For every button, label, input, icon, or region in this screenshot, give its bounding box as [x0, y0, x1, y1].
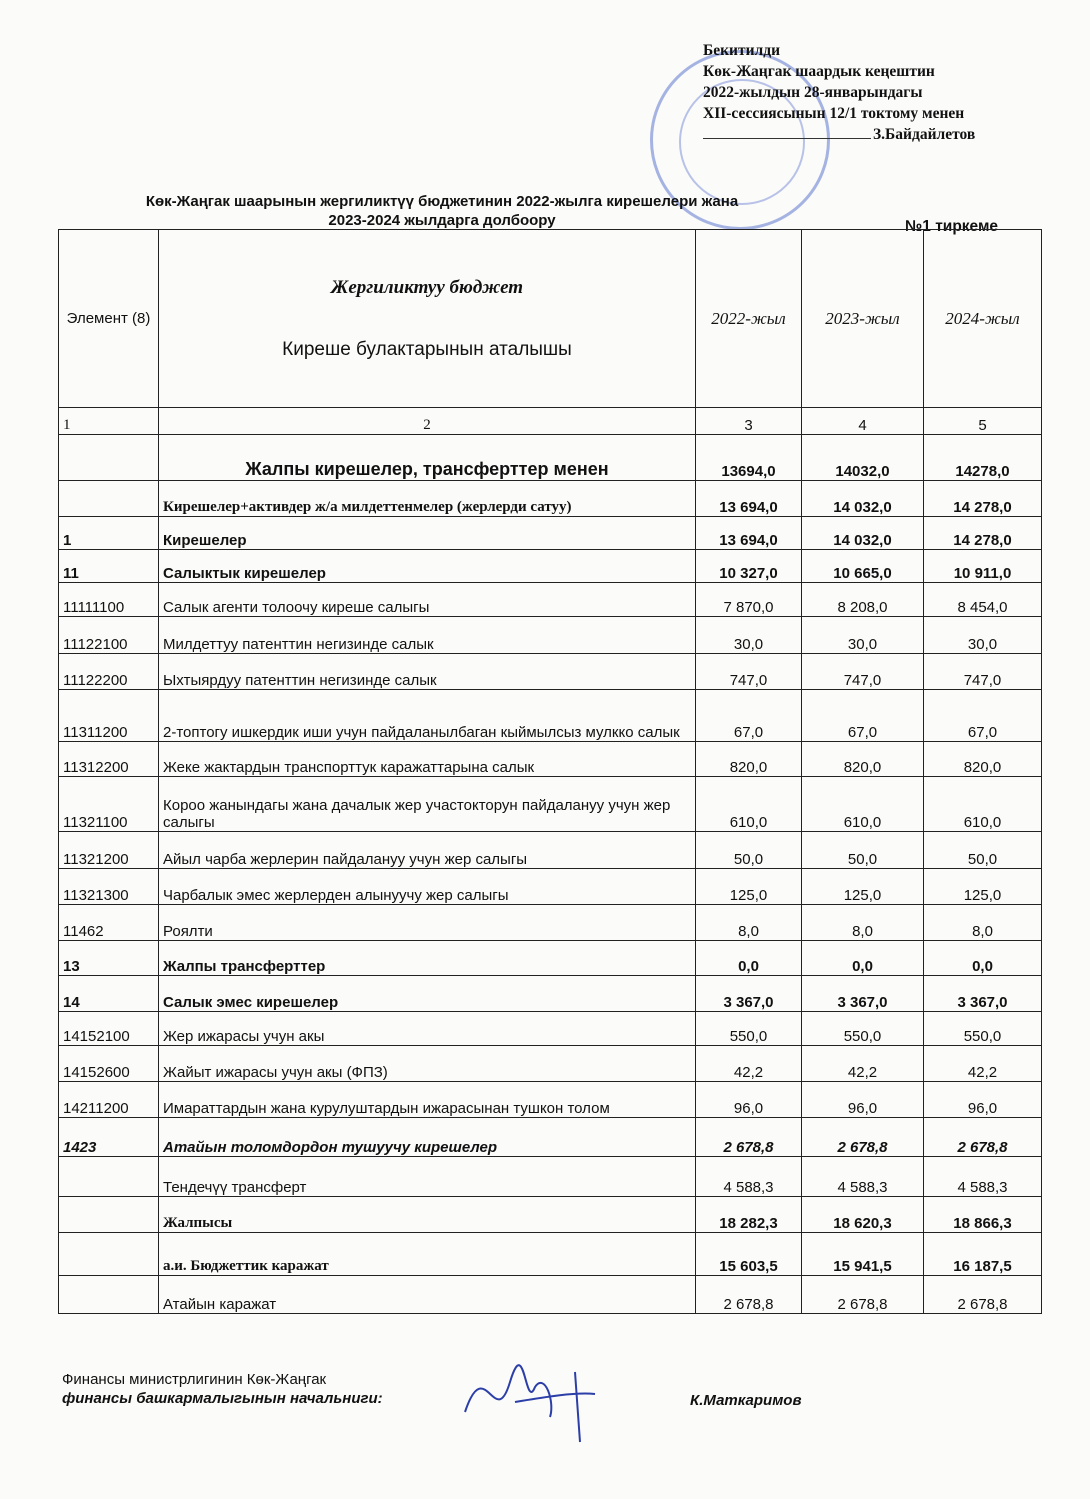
- table-row: [59, 690, 1042, 742]
- colnum-3: 3: [696, 408, 802, 435]
- row-value-2024: 14 278,0: [924, 481, 1042, 517]
- row-value-2023: 14032,0: [802, 435, 924, 481]
- row-code: 14: [59, 976, 159, 1012]
- footer-line-2: финансы башкармалыгынын начальниги:: [62, 1390, 383, 1407]
- row-value-2023: 0,0: [802, 941, 924, 976]
- row-value-2024: 610,0: [924, 777, 1042, 832]
- row-value-2022: 18 282,3: [696, 1197, 802, 1233]
- table-row: [59, 1012, 1042, 1046]
- header-source: Киреше булактарынын аталышы: [282, 338, 572, 360]
- table-row: [59, 481, 1042, 517]
- row-code: 1423: [59, 1118, 159, 1157]
- row-label: Салык агенти толоочу киреше салыгы: [159, 583, 696, 617]
- row-value-2024: 16 187,5: [924, 1233, 1042, 1276]
- row-value-2024: 550,0: [924, 1012, 1042, 1046]
- row-code: [59, 481, 159, 517]
- row-value-2023: 2 678,8: [802, 1276, 924, 1314]
- row-value-2023: 15 941,5: [802, 1233, 924, 1276]
- row-label: Тендечүү трансферт: [159, 1157, 696, 1197]
- table-row: [59, 1046, 1042, 1082]
- table-row: [59, 1082, 1042, 1118]
- row-value-2024: 747,0: [924, 654, 1042, 690]
- row-value-2024: 820,0: [924, 742, 1042, 777]
- approval-line-4: XII-сессиясынын 12/1 токтому менен: [703, 105, 965, 122]
- row-label: Милдеттуу патенттин негизинде салык: [159, 617, 696, 654]
- row-value-2022: 13 694,0: [696, 481, 802, 517]
- row-value-2023: 3 367,0: [802, 976, 924, 1012]
- row-code: 14152600: [59, 1046, 159, 1082]
- row-value-2024: 2 678,8: [924, 1276, 1042, 1314]
- row-value-2024: 10 911,0: [924, 550, 1042, 583]
- appendix-number: №1 тиркеме: [905, 218, 999, 235]
- row-value-2022: 42,2: [696, 1046, 802, 1082]
- table-row: [59, 742, 1042, 777]
- row-label: Кирешелер+активдер ж/а милдеттенмелер (жерлерди сатуу): [159, 481, 696, 517]
- row-value-2023: 125,0: [802, 869, 924, 905]
- row-value-2022: 13694,0: [696, 435, 802, 481]
- approval-line-3: 2022-жылдын 28-январындагы: [703, 84, 923, 101]
- row-value-2023: 10 665,0: [802, 550, 924, 583]
- table-row: [59, 1157, 1042, 1197]
- row-value-2022: 96,0: [696, 1082, 802, 1118]
- row-value-2023: 96,0: [802, 1082, 924, 1118]
- row-code: 11321100: [59, 777, 159, 832]
- title-line-1: Көк-Жаңгак шаарынын жергиликтүү бюджетинин 2022-жылга кирешелери жана: [145, 193, 739, 210]
- row-value-2022: 13 694,0: [696, 517, 802, 550]
- signature-line: [703, 138, 871, 139]
- row-value-2022: 67,0: [696, 690, 802, 742]
- approval-line-1: Бекитилди: [703, 42, 781, 59]
- row-code: 13: [59, 941, 159, 976]
- row-value-2023: 747,0: [802, 654, 924, 690]
- row-value-2023: 8 208,0: [802, 583, 924, 617]
- row-value-2024: 125,0: [924, 869, 1042, 905]
- row-value-2023: 820,0: [802, 742, 924, 777]
- row-value-2022: 2 678,8: [696, 1118, 802, 1157]
- row-value-2022: 747,0: [696, 654, 802, 690]
- approval-line-2: Көк-Жаңгак шаардык кеңештин: [703, 63, 935, 80]
- row-value-2024: 18 866,3: [924, 1197, 1042, 1233]
- row-value-2023: 14 032,0: [802, 517, 924, 550]
- colnum-1: 1: [59, 408, 159, 435]
- row-value-2022: 3 367,0: [696, 976, 802, 1012]
- row-value-2022: 125,0: [696, 869, 802, 905]
- footer-name: К.Маткаримов: [690, 1392, 802, 1409]
- row-label: Айыл чарба жерлерин пайдалануу учун жер салыгы: [159, 832, 696, 869]
- approval-signatory: З.Байдайлетов: [873, 126, 976, 143]
- row-label: Жер ижарасы учун акы: [159, 1012, 696, 1046]
- table-row: [59, 941, 1042, 976]
- row-code: 11122200: [59, 654, 159, 690]
- table-row: [59, 1276, 1042, 1314]
- row-label: а.и. Бюджеттик каражат: [159, 1233, 696, 1276]
- row-value-2022: 8,0: [696, 905, 802, 941]
- row-label: Чарбалык эмес жерлерден алынуучу жер салыгы: [159, 869, 696, 905]
- row-value-2022: 550,0: [696, 1012, 802, 1046]
- row-value-2023: 42,2: [802, 1046, 924, 1082]
- row-value-2022: 0,0: [696, 941, 802, 976]
- row-value-2022: 820,0: [696, 742, 802, 777]
- table-row: [59, 976, 1042, 1012]
- row-value-2024: 8 454,0: [924, 583, 1042, 617]
- table-row: [59, 550, 1042, 583]
- row-value-2024: 2 678,8: [924, 1118, 1042, 1157]
- row-code: [59, 1197, 159, 1233]
- footer-position: [62, 1370, 383, 1408]
- row-value-2024: 4 588,3: [924, 1157, 1042, 1197]
- table-row: [59, 905, 1042, 941]
- row-code: 11111100: [59, 583, 159, 617]
- row-value-2023: 8,0: [802, 905, 924, 941]
- row-value-2024: 42,2: [924, 1046, 1042, 1082]
- row-label: Атайын толомдордон тушуучу кирешелер: [159, 1118, 696, 1157]
- row-code: 11: [59, 550, 159, 583]
- row-code: 14211200: [59, 1082, 159, 1118]
- table-row: [59, 1233, 1042, 1276]
- row-value-2022: 15 603,5: [696, 1233, 802, 1276]
- row-code: 11321300: [59, 869, 159, 905]
- footer-line-1: Финансы министрлигинин Көк-Жаңгак: [62, 1371, 327, 1388]
- row-label: Жайыт ижарасы учун акы (ФПЗ): [159, 1046, 696, 1082]
- row-code: 11311200: [59, 690, 159, 742]
- colnum-5: 5: [924, 408, 1042, 435]
- row-value-2022: 50,0: [696, 832, 802, 869]
- table-row: [59, 832, 1042, 869]
- row-value-2022: 4 588,3: [696, 1157, 802, 1197]
- row-code: 11462: [59, 905, 159, 941]
- table-row: [59, 1118, 1042, 1157]
- row-value-2024: 96,0: [924, 1082, 1042, 1118]
- row-label: Ыхтыярдуу патенттин негизинде салык: [159, 654, 696, 690]
- row-code: 11312200: [59, 742, 159, 777]
- row-label: Роялти: [159, 905, 696, 941]
- row-value-2023: 550,0: [802, 1012, 924, 1046]
- row-value-2024: 14 278,0: [924, 517, 1042, 550]
- budget-table: [58, 229, 1042, 1314]
- row-label: Короо жанындагы жана дачалык жер участокторун пайдалануу учун жер салыгы: [159, 777, 696, 832]
- row-value-2024: 3 367,0: [924, 976, 1042, 1012]
- row-value-2024: 14278,0: [924, 435, 1042, 481]
- row-label: Кирешелер: [159, 517, 696, 550]
- row-code: 14152100: [59, 1012, 159, 1046]
- row-label: Жалпы кирешелер, трансферттер менен: [159, 435, 696, 481]
- row-code: [59, 1233, 159, 1276]
- row-value-2023: 18 620,3: [802, 1197, 924, 1233]
- row-value-2024: 67,0: [924, 690, 1042, 742]
- handwritten-signature: [455, 1342, 605, 1452]
- row-value-2022: 10 327,0: [696, 550, 802, 583]
- colnum-2: 2: [159, 408, 696, 435]
- row-value-2022: 7 870,0: [696, 583, 802, 617]
- title-line-2: 2023-2024 жылдарга долбоору: [328, 212, 556, 229]
- row-value-2022: 2 678,8: [696, 1276, 802, 1314]
- row-label: Жеке жактардын транспорттук каражаттарына салык: [159, 742, 696, 777]
- document-title: [62, 192, 822, 230]
- row-value-2023: 4 588,3: [802, 1157, 924, 1197]
- header-2023: 2023-жыл: [802, 230, 924, 408]
- table-row: [59, 869, 1042, 905]
- row-value-2024: 50,0: [924, 832, 1042, 869]
- row-code: 1: [59, 517, 159, 550]
- colnum-4: 4: [802, 408, 924, 435]
- row-value-2023: 50,0: [802, 832, 924, 869]
- row-value-2024: 8,0: [924, 905, 1042, 941]
- approval-block: [703, 40, 975, 145]
- table-row: [59, 435, 1042, 481]
- header-budget-cell: [159, 230, 696, 408]
- header-2024: 2024-жыл: [924, 230, 1042, 408]
- row-value-2023: 14 032,0: [802, 481, 924, 517]
- row-label: Салык эмес кирешелер: [159, 976, 696, 1012]
- row-value-2024: 0,0: [924, 941, 1042, 976]
- table-row: [59, 1197, 1042, 1233]
- row-code: 11122100: [59, 617, 159, 654]
- row-value-2024: 30,0: [924, 617, 1042, 654]
- row-label: 2-топтогу ишкердик иши учун пайдаланылбаган кыймылсыз мулкко салык: [159, 690, 696, 742]
- header-2022: 2022-жыл: [696, 230, 802, 408]
- row-label: Имараттардын жана курулуштардын ижарасынан тушкон толом: [159, 1082, 696, 1118]
- row-label: Жалпысы: [159, 1197, 696, 1233]
- row-code: [59, 1276, 159, 1314]
- table-row: [59, 654, 1042, 690]
- row-label: Жалпы трансферттер: [159, 941, 696, 976]
- row-code: 11321200: [59, 832, 159, 869]
- row-label: Атайын каражат: [159, 1276, 696, 1314]
- header-element: Элемент (8): [59, 230, 159, 408]
- row-value-2023: 30,0: [802, 617, 924, 654]
- row-value-2022: 610,0: [696, 777, 802, 832]
- row-value-2023: 67,0: [802, 690, 924, 742]
- table-row: [59, 617, 1042, 654]
- table-row: [59, 517, 1042, 550]
- row-code: [59, 435, 159, 481]
- row-label: Салыктык кирешелер: [159, 550, 696, 583]
- header-budget: Жергиликтуу бюджет: [330, 276, 524, 298]
- row-code: [59, 1157, 159, 1197]
- table-row: [59, 583, 1042, 617]
- row-value-2023: 610,0: [802, 777, 924, 832]
- table-row: [59, 777, 1042, 832]
- row-value-2022: 30,0: [696, 617, 802, 654]
- row-value-2023: 2 678,8: [802, 1118, 924, 1157]
